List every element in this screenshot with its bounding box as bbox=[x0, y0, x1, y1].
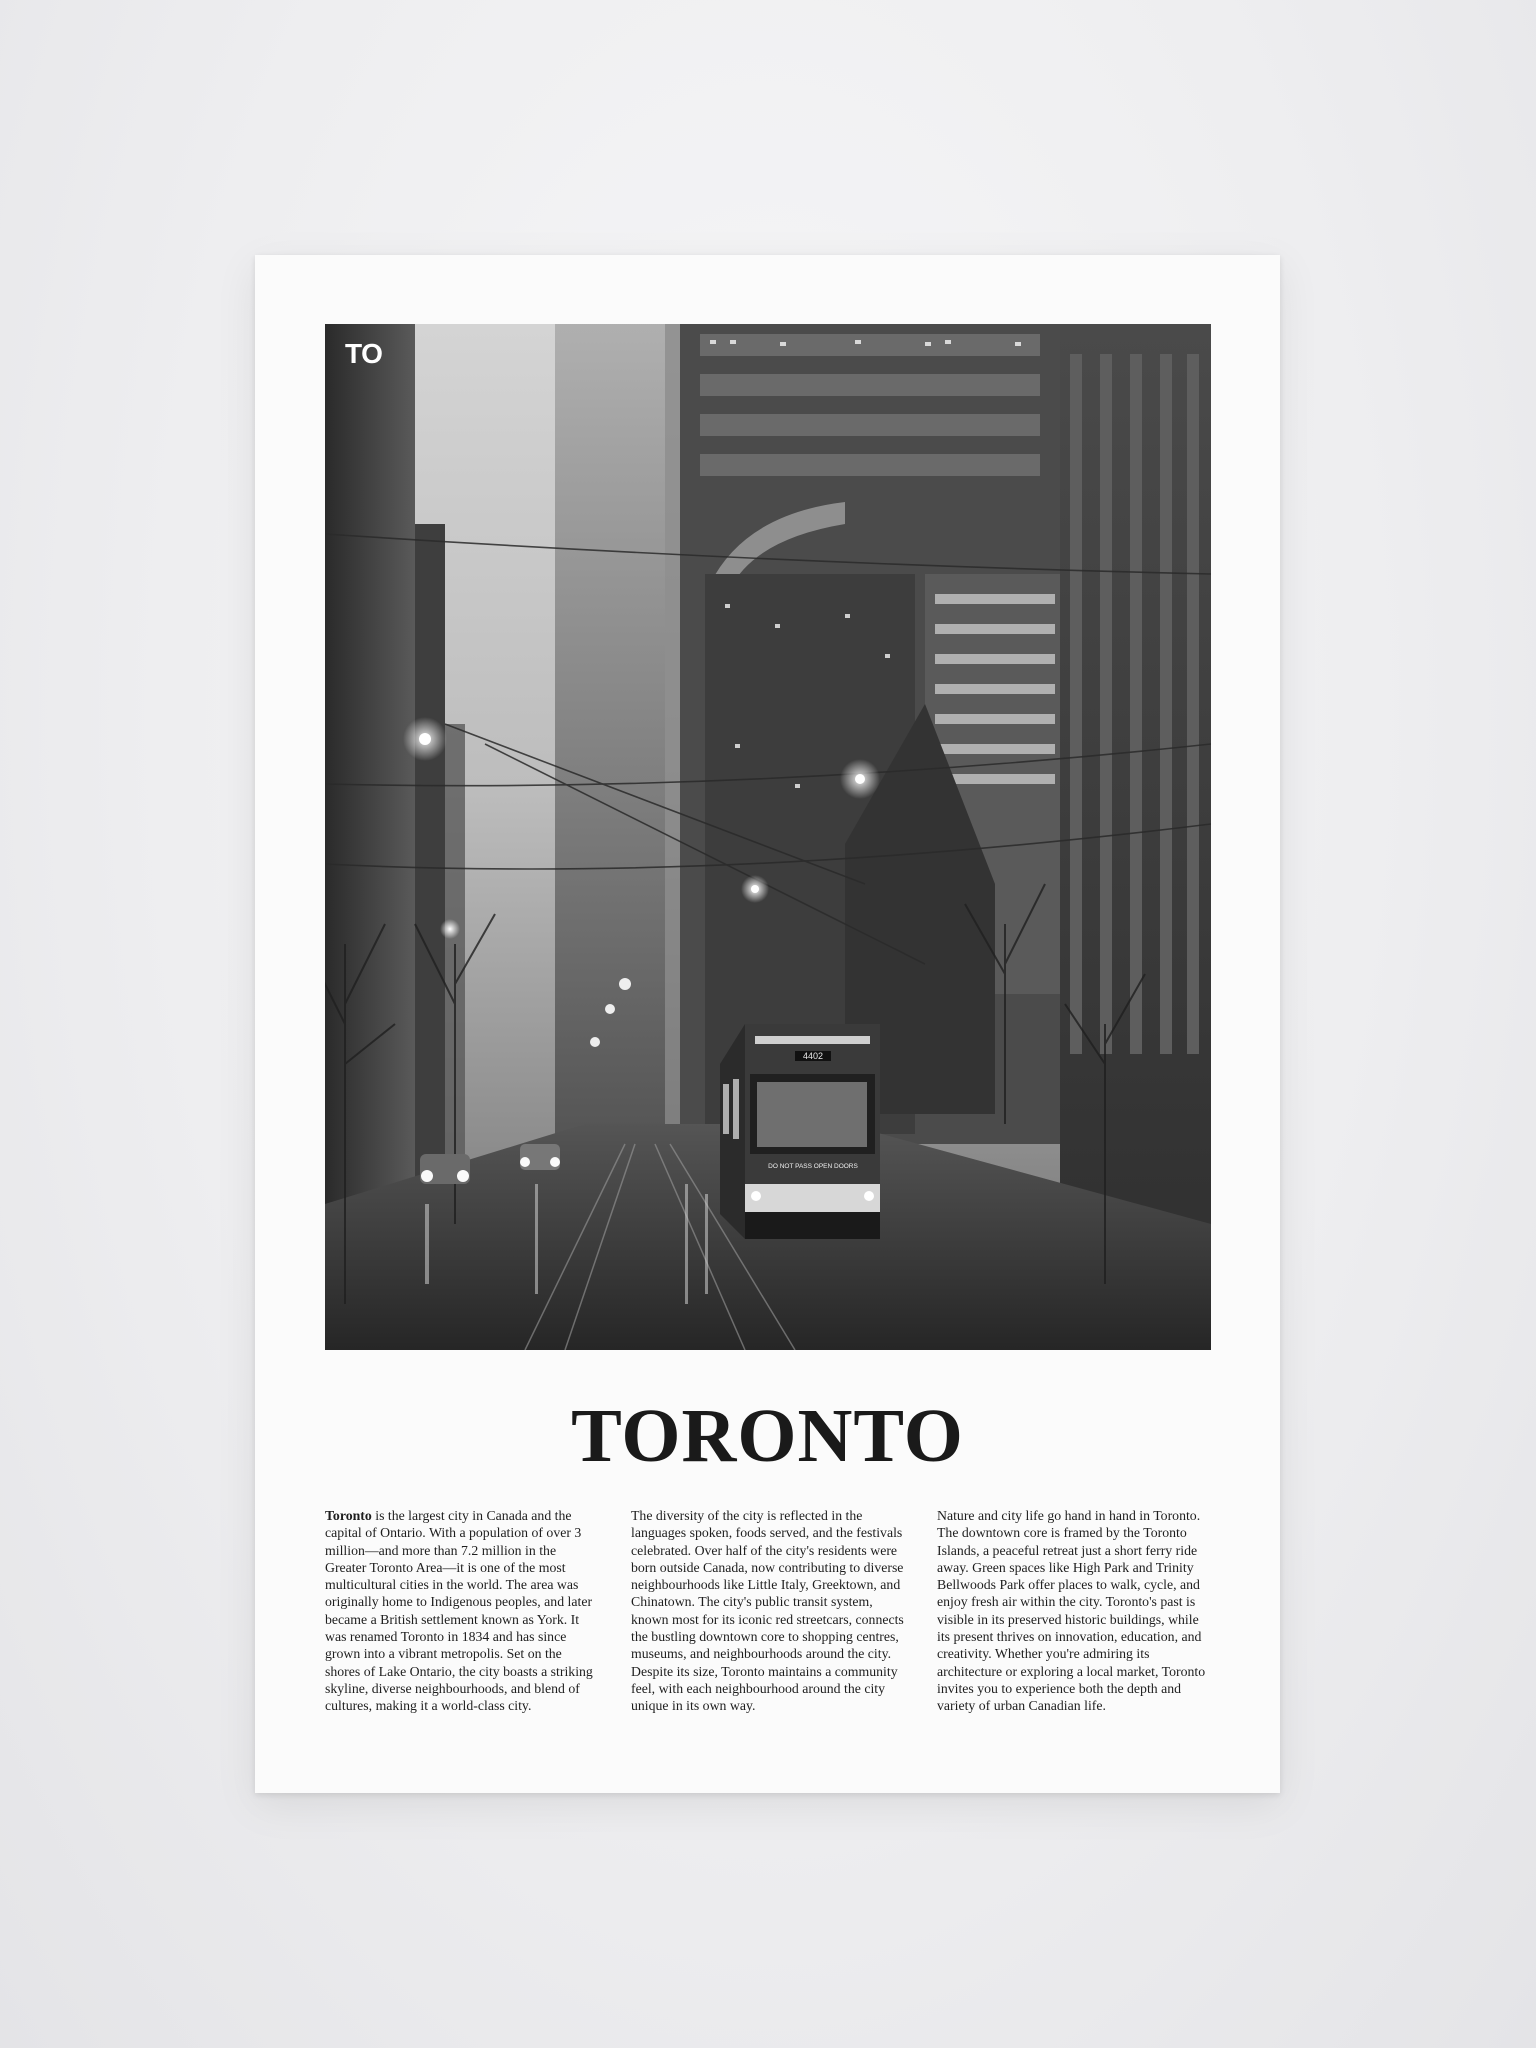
poster bbox=[255, 255, 1280, 1793]
streetcar bbox=[720, 1024, 880, 1239]
column-history bbox=[325, 1507, 599, 1715]
column-nature bbox=[937, 1507, 1211, 1715]
column-text: Nature and city life go hand in hand in Toronto. The downtown core is framed by the Toronto Islands, a peaceful retreat just a short ferry ride away. Green spaces like High Park and Trinity Bellwoods Park offer places to walk, cycle, and enjoy fresh air within the city. Toronto's past is visible in its preserved historic buildings, while its present thrives on innovation, education, and creativity. Whether you're admiring its architecture or exploring a local market, Toronto invites you to experience both the depth and variety of urban Canadian life. bbox=[937, 1508, 1206, 1714]
city-photo bbox=[325, 324, 1211, 1350]
text-columns bbox=[325, 1507, 1211, 1715]
tram-number: 4402 bbox=[802, 1051, 824, 1061]
column-text: The diversity of the city is reflected in the languages spoken, foods served, and the festivals celebrated. Over half of the city's residents were born outside Canada, now contributing to diverse neighbourhoods like Little Italy, Greektown, and Chinatown. The city's public transit system, known most for its iconic red streetcars, connects the bustling downtown core to shopping centres, museums, and neighbourhoods around the city. Despite its size, Toronto maintains a community feel, with each neighbourhood around the city unique in its own way. bbox=[631, 1508, 904, 1714]
column-diversity bbox=[631, 1507, 905, 1715]
street-scene bbox=[325, 324, 1211, 1350]
column-text: is the largest city in Canada and the capital of Ontario. With a population of over 3 million—and more than 7.2 million in the Greater Toronto Area—it is one of the most multicultural cities in the world. The area was originally home to Indigenous peoples, and later became a British settlement known as York. It was renamed Toronto in 1834 and has since grown into a vibrant metropolis. Set on the shores of Lake Ontario, the city boasts a striking skyline, diverse neighbourhoods, and blend of cultures, making it a world-class city. bbox=[325, 1508, 593, 1714]
tram-sign: DO NOT PASS OPEN DOORS bbox=[768, 1163, 858, 1170]
city-badge: TO bbox=[345, 338, 383, 369]
lead-word: Toronto bbox=[325, 1508, 372, 1523]
poster-title: TORONTO bbox=[571, 1394, 964, 1478]
